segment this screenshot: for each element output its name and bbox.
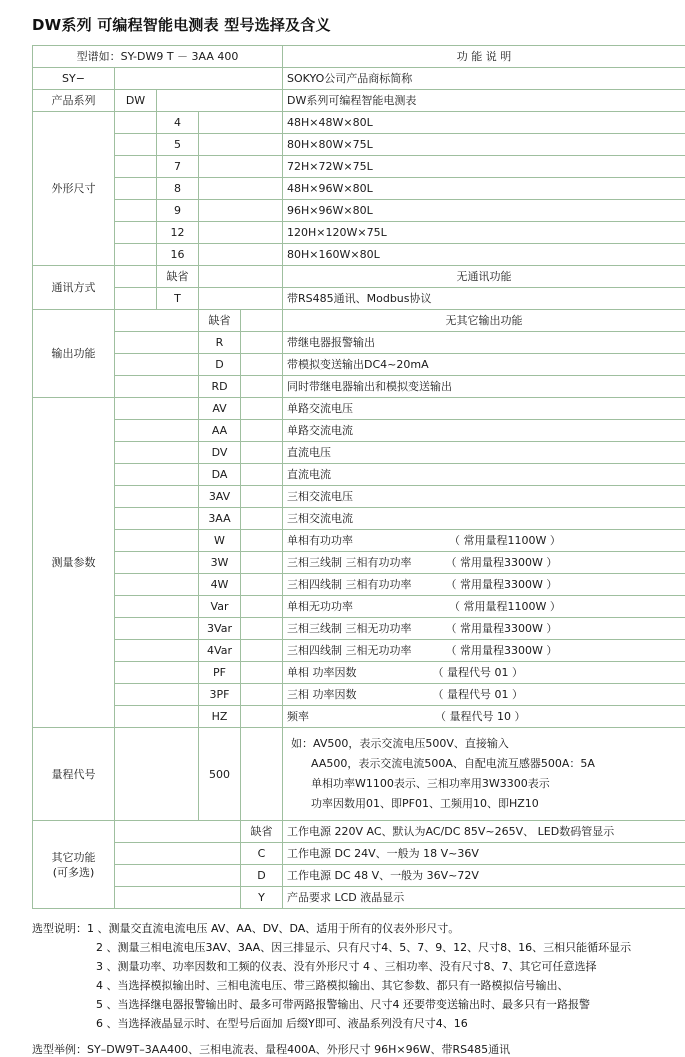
size-code-4: 9: [157, 200, 199, 222]
table-row: [33, 420, 685, 442]
group-label-comm: 通讯方式: [33, 266, 115, 310]
prm-note-13: （ 量程代号 01 ）: [433, 688, 524, 701]
prm-desc-text-6: 单相有功功率: [287, 534, 353, 547]
prm-desc-1: [283, 420, 685, 442]
prm-pad2-7: [241, 552, 283, 574]
rng-line-1: AA500，表示交流电流500A、自配电流互感器500A：5A: [291, 754, 681, 774]
out-pad2-3: [241, 376, 283, 398]
table-row: [33, 508, 685, 530]
prm-desc-text-2: 直流电压: [287, 446, 331, 459]
prm-desc-4: [283, 486, 685, 508]
table-row: [33, 376, 685, 398]
prm-pad-3: [115, 464, 199, 486]
out-pad-3: [115, 376, 199, 398]
prm-desc-text-9: 单相无功功率: [287, 600, 353, 613]
table-row: [33, 662, 685, 684]
prm-desc-7: [283, 552, 685, 574]
comm-desc-1: 带RS485通讯、Modbus协议: [283, 288, 685, 310]
group-label-output: 输出功能: [33, 310, 115, 398]
prm-desc-9: [283, 596, 685, 618]
prm-code-5: 3AA: [199, 508, 241, 530]
prm-code-0: AV: [199, 398, 241, 420]
row-label-brand: SY−: [33, 68, 115, 90]
prm-desc-text-11: 三相四线制 三相无功功率: [287, 644, 412, 657]
group-label-param: 测量参数: [33, 398, 115, 728]
table-row: [33, 574, 685, 596]
prm-desc-text-3: 直流电流: [287, 468, 331, 481]
prm-code-2: DV: [199, 442, 241, 464]
out-pad2-0: [241, 310, 283, 332]
prm-pad2-14: [241, 706, 283, 728]
size-code-0: 4: [157, 112, 199, 134]
oth-pad-3: [115, 887, 241, 909]
oth-pad-1: [115, 843, 241, 865]
prm-pad2-8: [241, 574, 283, 596]
table-row: [33, 821, 685, 843]
size-pad2-2: [199, 156, 283, 178]
size-code-2: 7: [157, 156, 199, 178]
group-label-range: 量程代号: [33, 728, 115, 821]
prm-desc-text-7: 三相三线制 三相有功功率: [287, 556, 412, 569]
prm-pad2-11: [241, 640, 283, 662]
prm-desc-14: [283, 706, 685, 728]
selection-notes: [32, 919, 685, 1033]
prm-desc-text-5: 三相交流电流: [287, 512, 353, 525]
rng-line-0: 如：AV500，表示交流电压500V、直接输入: [291, 734, 681, 754]
prm-pad-12: [115, 662, 199, 684]
table-row: [33, 464, 685, 486]
size-desc-6: 80H×160W×80L: [283, 244, 685, 266]
out-pad-0: [115, 310, 199, 332]
rng-line-3: 功率因数用01、即PF01、工频用10、即HZ10: [291, 794, 681, 814]
prm-code-14: HZ: [199, 706, 241, 728]
table-row: [33, 843, 685, 865]
prm-desc-3: [283, 464, 685, 486]
prm-desc-5: [283, 508, 685, 530]
table-row: [33, 640, 685, 662]
oth-code-3: Y: [241, 887, 283, 909]
row-desc-brand: SOKYO公司产品商标简称: [283, 68, 685, 90]
table-row: [33, 442, 685, 464]
table-row: [33, 200, 685, 222]
header-function-desc: 功 能 说 明: [283, 46, 685, 68]
table-row: [33, 156, 685, 178]
out-desc-0: 无其它输出功能: [283, 310, 685, 332]
prm-code-6: W: [199, 530, 241, 552]
prm-pad2-0: [241, 398, 283, 420]
prm-code-12: PF: [199, 662, 241, 684]
out-code-3: RD: [199, 376, 241, 398]
prm-code-8: 4W: [199, 574, 241, 596]
model-spec-table: [32, 45, 685, 909]
prm-code-7: 3W: [199, 552, 241, 574]
prm-pad2-3: [241, 464, 283, 486]
size-desc-1: 80H×80W×75L: [283, 134, 685, 156]
group-label-other-line2: (可多选): [37, 865, 110, 880]
size-code-5: 12: [157, 222, 199, 244]
table-row: [33, 706, 685, 728]
prm-code-4: 3AV: [199, 486, 241, 508]
size-pad-6: [115, 244, 157, 266]
group-label-other: [33, 821, 115, 909]
out-pad-2: [115, 354, 199, 376]
prm-pad2-10: [241, 618, 283, 640]
table-row: [33, 244, 685, 266]
oth-desc-1: 工作电源 DC 24V、一般为 18 V~36V: [283, 843, 685, 865]
oth-desc-2: 工作电源 DC 48 V、一般为 36V~72V: [283, 865, 685, 887]
prm-desc-text-10: 三相三线制 三相无功功率: [287, 622, 412, 635]
size-pad2-1: [199, 134, 283, 156]
prm-code-3: DA: [199, 464, 241, 486]
table-row: [33, 288, 685, 310]
prm-pad-1: [115, 420, 199, 442]
prm-desc-12: [283, 662, 685, 684]
table-row: [33, 684, 685, 706]
size-pad-0: [115, 112, 157, 134]
out-code-0: 缺省: [199, 310, 241, 332]
example-text: SY–DW9T–3AA400、三相电流表、量程400A、外形尺寸 96H×96W、带RS485通讯: [87, 1043, 510, 1056]
prm-pad2-4: [241, 486, 283, 508]
rng-pad: [115, 728, 199, 821]
table-body: [33, 46, 685, 909]
prm-desc-2: [283, 442, 685, 464]
group-label-other-line1: 其它功能: [37, 850, 110, 865]
table-row: [33, 68, 685, 90]
table-row: [33, 398, 685, 420]
size-desc-0: 48H×48W×80L: [283, 112, 685, 134]
size-code-6: 16: [157, 244, 199, 266]
oth-code-0: 缺省: [241, 821, 283, 843]
size-code-1: 5: [157, 134, 199, 156]
rng-desc: [283, 728, 685, 821]
table-row: [33, 486, 685, 508]
prm-code-9: Var: [199, 596, 241, 618]
out-pad-1: [115, 332, 199, 354]
oth-pad-0: [115, 821, 241, 843]
prm-pad-6: [115, 530, 199, 552]
notes-item-0: 1 、测量交直流电流电压 AV、AA、DV、DA、适用于所有的仪表外形尺寸。: [87, 922, 459, 935]
out-code-1: R: [199, 332, 241, 354]
prm-pad-11: [115, 640, 199, 662]
size-pad-4: [115, 200, 157, 222]
row-label-series: 产品系列: [33, 90, 115, 112]
size-pad2-3: [199, 178, 283, 200]
prm-code-13: 3PF: [199, 684, 241, 706]
notes-line-5: 6 、当选择液晶显示时、在型号后面加 后缀Y即可、液晶系列没有尺寸4、16: [32, 1014, 685, 1033]
prm-pad-13: [115, 684, 199, 706]
size-pad2-5: [199, 222, 283, 244]
prm-pad2-1: [241, 420, 283, 442]
prm-note-14: （ 量程代号 10 ）: [435, 710, 526, 723]
group-label-size: 外形尺寸: [33, 112, 115, 266]
out-desc-3: 同时带继电器输出和模拟变送输出: [283, 376, 685, 398]
prm-note-12: （ 量程代号 01 ）: [433, 666, 524, 679]
selection-example: [32, 1041, 669, 1057]
prm-pad2-2: [241, 442, 283, 464]
oth-pad-2: [115, 865, 241, 887]
prm-pad2-6: [241, 530, 283, 552]
prm-desc-13: [283, 684, 685, 706]
prm-pad-2: [115, 442, 199, 464]
notes-line-3: 4 、当选择模拟输出时、三相电流电压、带三路模拟输出、其它参数、都只有一路模拟信号输出、: [32, 976, 685, 995]
example-label: 选型举例：: [32, 1043, 87, 1056]
table-row: [33, 178, 685, 200]
prm-pad2-12: [241, 662, 283, 684]
prm-pad-10: [115, 618, 199, 640]
prm-desc-text-13: 三相 功率因数: [287, 688, 357, 701]
prm-pad2-13: [241, 684, 283, 706]
prm-pad-8: [115, 574, 199, 596]
comm-code-1: T: [157, 288, 199, 310]
prm-pad-9: [115, 596, 199, 618]
notes-line-2: 3 、测量功率、功率因数和工频的仪表、没有外形尺寸 4 、三相功率、没有尺寸8、7、其它可任意选择: [32, 957, 685, 976]
table-row: [33, 596, 685, 618]
comm-pad2-1: [199, 288, 283, 310]
table-row: [33, 332, 685, 354]
size-pad-1: [115, 134, 157, 156]
prm-desc-text-8: 三相四线制 三相有功功率: [287, 578, 412, 591]
notes-line-4: 5 、当选择继电器报警输出时、最多可带两路报警输出、尺寸4 还要带变送输出时、最多只有一路报警: [32, 995, 685, 1014]
comm-pad2-0: [199, 266, 283, 288]
prm-desc-8: [283, 574, 685, 596]
row-desc-series: DW系列可编程智能电测表: [283, 90, 685, 112]
comm-desc-0: 无通讯功能: [283, 266, 685, 288]
prm-desc-11: [283, 640, 685, 662]
notes-line-0: [32, 919, 685, 938]
row-code-series: DW: [115, 90, 157, 112]
table-row: [33, 887, 685, 909]
oth-code-2: D: [241, 865, 283, 887]
prm-desc-6: [283, 530, 685, 552]
row-code-brand: [115, 68, 283, 90]
table-row: [33, 134, 685, 156]
size-pad2-6: [199, 244, 283, 266]
table-row: [33, 90, 685, 112]
table-row: [33, 865, 685, 887]
prm-desc-text-4: 三相交流电压: [287, 490, 353, 503]
prm-note-6: （ 常用量程1100W ）: [449, 534, 561, 547]
out-desc-2: 带模拟变送输出DC4~20mA: [283, 354, 685, 376]
size-desc-3: 48H×96W×80L: [283, 178, 685, 200]
comm-pad-0: [115, 266, 157, 288]
out-desc-1: 带继电器报警输出: [283, 332, 685, 354]
out-code-2: D: [199, 354, 241, 376]
table-header-row: [33, 46, 685, 68]
prm-desc-text-12: 单相 功率因数: [287, 666, 357, 679]
prm-desc-10: [283, 618, 685, 640]
prm-note-10: （ 常用量程3300W ）: [446, 622, 558, 635]
rng-line-2: 单相功率W1100表示、三相功率用3W3300表示: [291, 774, 681, 794]
prm-note-9: （ 常用量程1100W ）: [449, 600, 561, 613]
notes-label: 选型说明：: [32, 922, 87, 935]
size-pad-2: [115, 156, 157, 178]
out-pad2-1: [241, 332, 283, 354]
table-row: [33, 310, 685, 332]
oth-desc-0: 工作电源 220V AC、默认为AC/DC 85V~265V、 LED数码管显示: [283, 821, 685, 843]
prm-desc-0: [283, 398, 685, 420]
table-row: [33, 728, 685, 821]
notes-line-1: 2 、测量三相电流电压3AV、3AA、因三排显示、只有尺寸4、5、7、9、12、尺寸8、16、三相只能循环显示: [32, 938, 685, 957]
rng-pad2: [241, 728, 283, 821]
prm-pad2-9: [241, 596, 283, 618]
prm-code-10: 3Var: [199, 618, 241, 640]
table-row: [33, 552, 685, 574]
table-row: [33, 618, 685, 640]
size-pad-3: [115, 178, 157, 200]
size-pad2-0: [199, 112, 283, 134]
prm-desc-text-0: 单路交流电压: [287, 402, 353, 415]
size-pad2-4: [199, 200, 283, 222]
prm-pad-0: [115, 398, 199, 420]
size-pad-5: [115, 222, 157, 244]
size-desc-2: 72H×72W×75L: [283, 156, 685, 178]
prm-note-11: （ 常用量程3300W ）: [446, 644, 558, 657]
oth-desc-3: 产品要求 LCD 液晶显示: [283, 887, 685, 909]
prm-code-11: 4Var: [199, 640, 241, 662]
page-title: DW系列 可编程智能电测表 型号选择及含义: [32, 14, 669, 35]
table-row: [33, 112, 685, 134]
prm-desc-text-14: 频率: [287, 710, 309, 723]
row-code-series-pad: [157, 90, 283, 112]
size-desc-5: 120H×120W×75L: [283, 222, 685, 244]
prm-note-8: （ 常用量程3300W ）: [446, 578, 558, 591]
size-code-3: 8: [157, 178, 199, 200]
prm-desc-text-1: 单路交流电流: [287, 424, 353, 437]
comm-code-0: 缺省: [157, 266, 199, 288]
prm-pad-5: [115, 508, 199, 530]
size-desc-4: 96H×96W×80L: [283, 200, 685, 222]
table-row: [33, 222, 685, 244]
prm-pad2-5: [241, 508, 283, 530]
rng-code: 500: [199, 728, 241, 821]
prm-code-1: AA: [199, 420, 241, 442]
out-pad2-2: [241, 354, 283, 376]
oth-code-1: C: [241, 843, 283, 865]
prm-pad-7: [115, 552, 199, 574]
prm-note-7: （ 常用量程3300W ）: [446, 556, 558, 569]
table-row: [33, 354, 685, 376]
header-model-spec: 型谱如：SY-DW9 T － 3AA 400: [33, 46, 283, 68]
prm-pad-14: [115, 706, 199, 728]
comm-pad-1: [115, 288, 157, 310]
prm-pad-4: [115, 486, 199, 508]
table-row: [33, 266, 685, 288]
table-row: [33, 530, 685, 552]
